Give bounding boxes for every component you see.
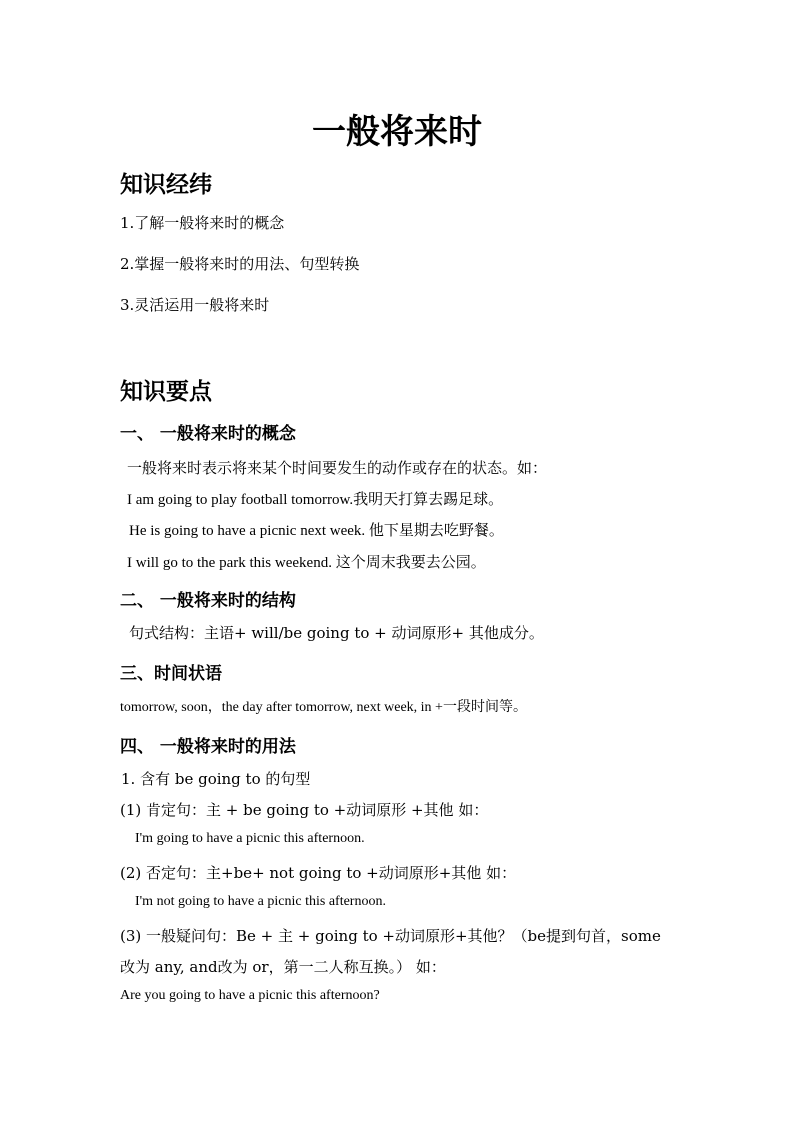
structure-text: 句式结构：主语+ will/be going to + 动词原形+ 其他成分。 — [129, 624, 544, 642]
subheading-time-adverbials: 三、时间状语 — [120, 664, 222, 684]
usage-line-4: (2) 否定句：主+be+ not going to +动词原形+其他 如： — [120, 864, 517, 882]
outline-item-2: 2.掌握一般将来时的用法、句型转换 — [120, 255, 360, 273]
usage-line-1: 1. 含有 be going to 的句型 — [121, 770, 311, 788]
usage-line-8: Are you going to have a picnic this afternoon? — [120, 988, 380, 1003]
concept-intro: 一般将来时表示将来某个时间要发生的动作或存在的状态。如： — [127, 459, 548, 477]
outline-item-3: 3.灵活运用一般将来时 — [120, 296, 270, 314]
subheading-structure: 二、 一般将来时的结构 — [120, 591, 296, 611]
time-adverbials-text: tomorrow, soon，the day after tomorrow, next week, in +一段时间等。 — [120, 700, 527, 715]
subheading-usage: 四、 一般将来时的用法 — [120, 737, 296, 757]
concept-example-2: He is going to have a picnic next week. 他下星期去吃野餐。 — [129, 523, 504, 539]
outline-item-1: 1.了解一般将来时的概念 — [120, 214, 285, 232]
section-heading-key-points: 知识要点 — [120, 379, 212, 405]
section-heading-outline: 知识经纬 — [120, 172, 212, 198]
page-title: 一般将来时 — [312, 112, 482, 152]
usage-line-3: I'm going to have a picnic this afternoon. — [135, 831, 365, 846]
usage-line-2: (1) 肯定句：主 + be going to +动词原形 +其他 如： — [120, 801, 489, 819]
usage-line-5: I'm not going to have a picnic this afternoon. — [135, 894, 386, 909]
subheading-concept: 一、 一般将来时的概念 — [120, 424, 296, 444]
usage-line-6: (3) 一般疑问句：Be + 主 + going to +动词原形+其他？（be提到句首，some — [120, 927, 661, 945]
concept-example-3: I will go to the park this weekend. 这个周末我要去公园。 — [127, 555, 486, 571]
usage-line-7: 改为 any, and改为 or，第一二人称互换。） 如： — [120, 958, 446, 976]
concept-example-1: I am going to play football tomorrow.我明天打算去踢足球。 — [127, 492, 504, 508]
